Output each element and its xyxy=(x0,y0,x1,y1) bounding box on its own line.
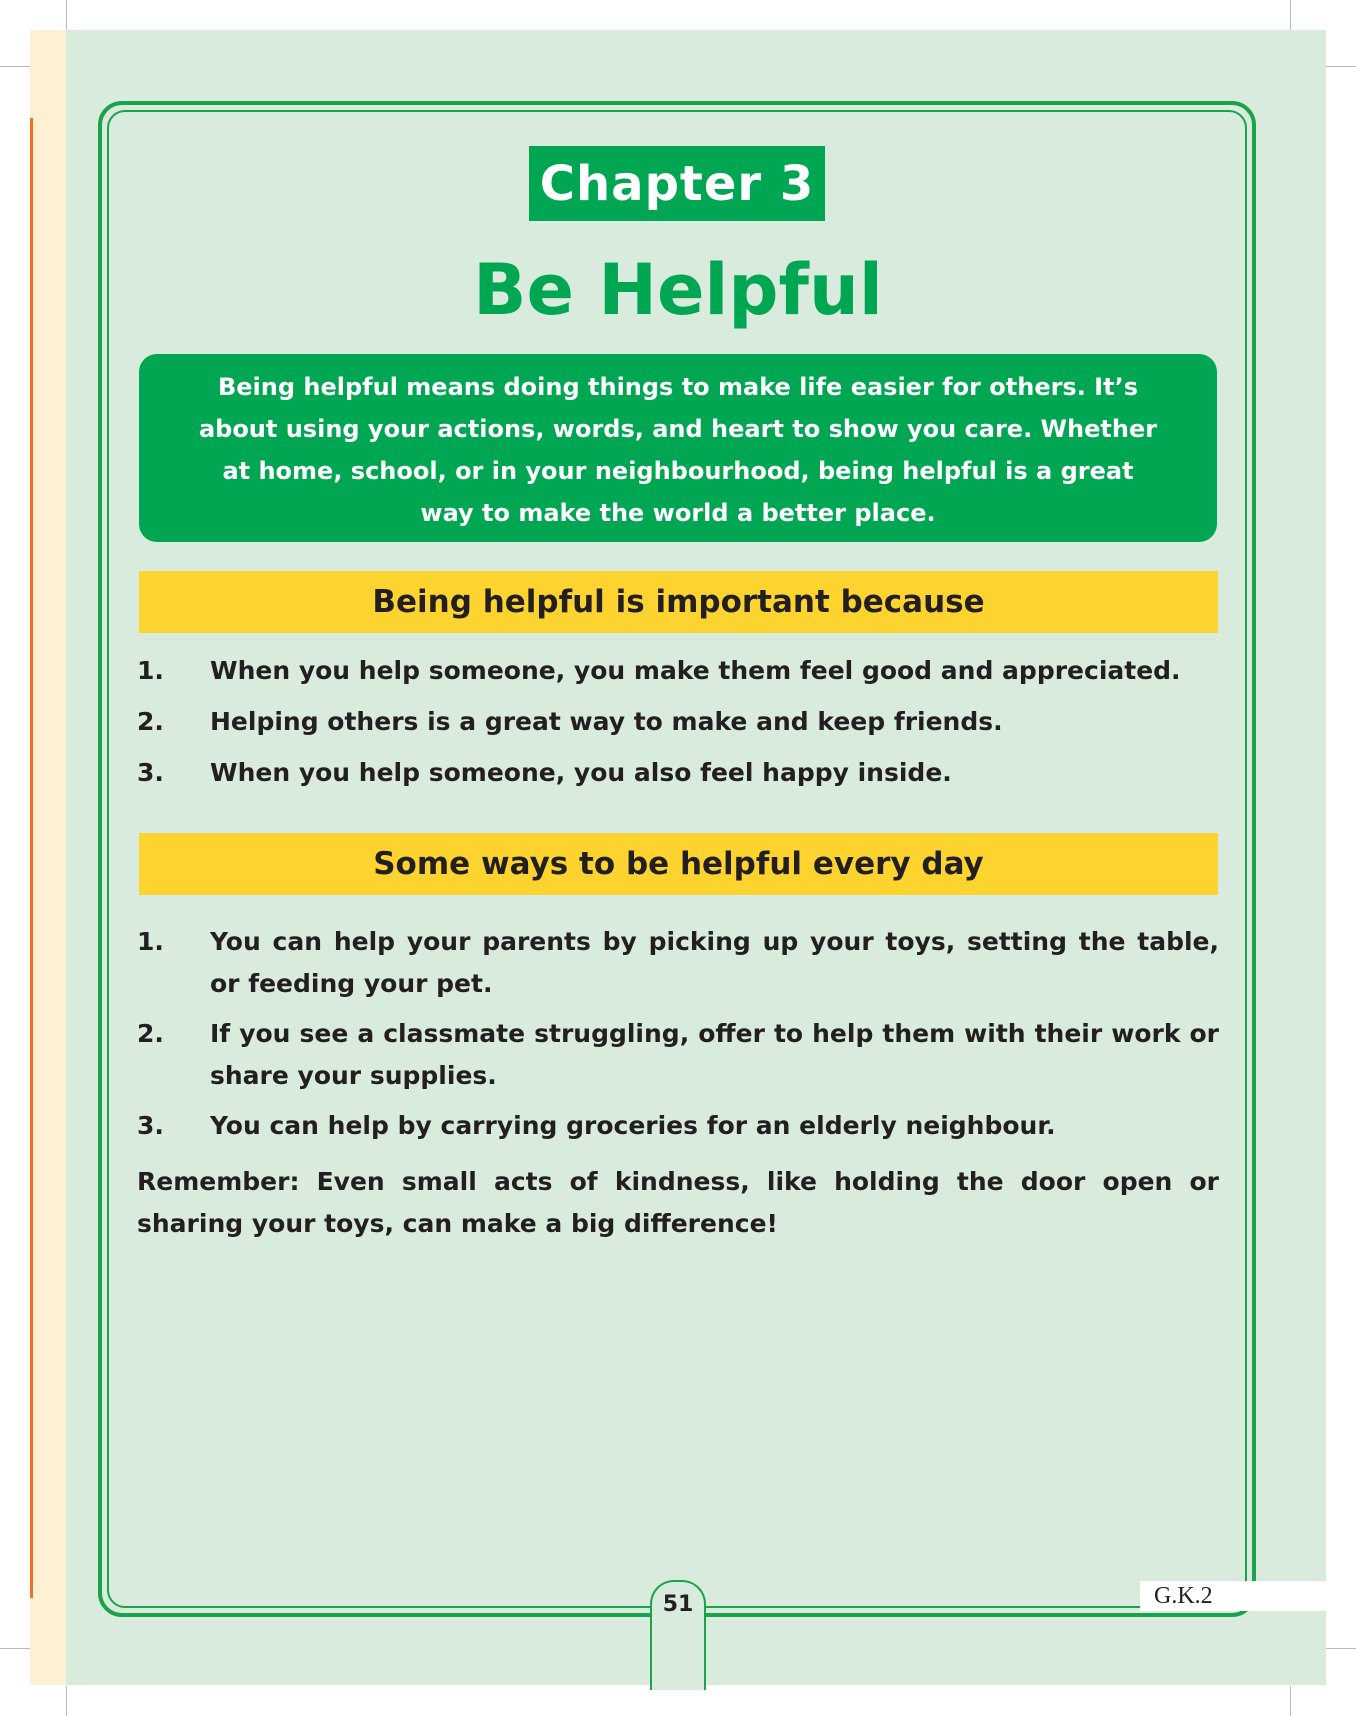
remember-note: Remember: Even small acts of kindness, like holding the door open or sharing your toys, can make a big difference! xyxy=(137,1167,1219,1238)
series-label: G.K.2 xyxy=(1140,1581,1326,1611)
side-accent-line xyxy=(30,118,33,1598)
list-item xyxy=(137,1013,1219,1097)
list-number: 1. xyxy=(137,927,164,956)
page-number: 51 xyxy=(662,1592,694,1617)
list-number: 2. xyxy=(137,1019,164,1048)
ways-list xyxy=(137,921,1219,1155)
list-text: When you help someone, you make them feel good and appreciated. xyxy=(210,656,1181,685)
crop-mark xyxy=(1290,1686,1291,1716)
intro-box xyxy=(139,354,1217,542)
crop-mark xyxy=(0,1648,30,1649)
side-strip xyxy=(30,30,66,1685)
list-text: Helping others is a great way to make and keep friends. xyxy=(210,707,1003,736)
importance-list xyxy=(137,654,1219,807)
list-text: When you help someone, you also feel happy inside. xyxy=(210,758,952,787)
list-item xyxy=(137,1105,1219,1147)
crop-mark xyxy=(1290,0,1291,30)
crop-mark xyxy=(0,66,30,67)
list-item xyxy=(137,705,1219,739)
list-number: 3. xyxy=(137,758,164,787)
crop-mark xyxy=(1326,66,1356,67)
list-number: 3. xyxy=(137,1111,164,1140)
crop-mark xyxy=(66,1686,67,1716)
list-text: If you see a classmate struggling, offer to help them with their work or share your supplies. xyxy=(210,1019,1219,1090)
list-item xyxy=(137,654,1219,688)
chapter-badge: Chapter 3 xyxy=(529,146,825,221)
list-item xyxy=(137,756,1219,790)
list-number: 2. xyxy=(137,707,164,736)
page-title: Be Helpful xyxy=(473,249,883,331)
section-heading-ways: Some ways to be helpful every day xyxy=(139,833,1218,895)
crop-mark xyxy=(1326,1648,1356,1649)
list-text: You can help by carrying groceries for an elderly neighbour. xyxy=(210,1111,1056,1140)
crop-mark xyxy=(66,0,67,30)
intro-text: Being helpful means doing things to make life easier for others. It’s about using your actions, words, and heart to show you care. Whether at home, school, or in your neighbourhood, being helpful is a great way to make the world a better place. xyxy=(198,373,1158,527)
list-text: You can help your parents by picking up your toys, setting the table, or feeding your pet. xyxy=(210,927,1219,998)
list-item xyxy=(137,921,1219,1005)
section-heading-importance: Being helpful is important because xyxy=(139,571,1218,633)
list-number: 1. xyxy=(137,656,164,685)
